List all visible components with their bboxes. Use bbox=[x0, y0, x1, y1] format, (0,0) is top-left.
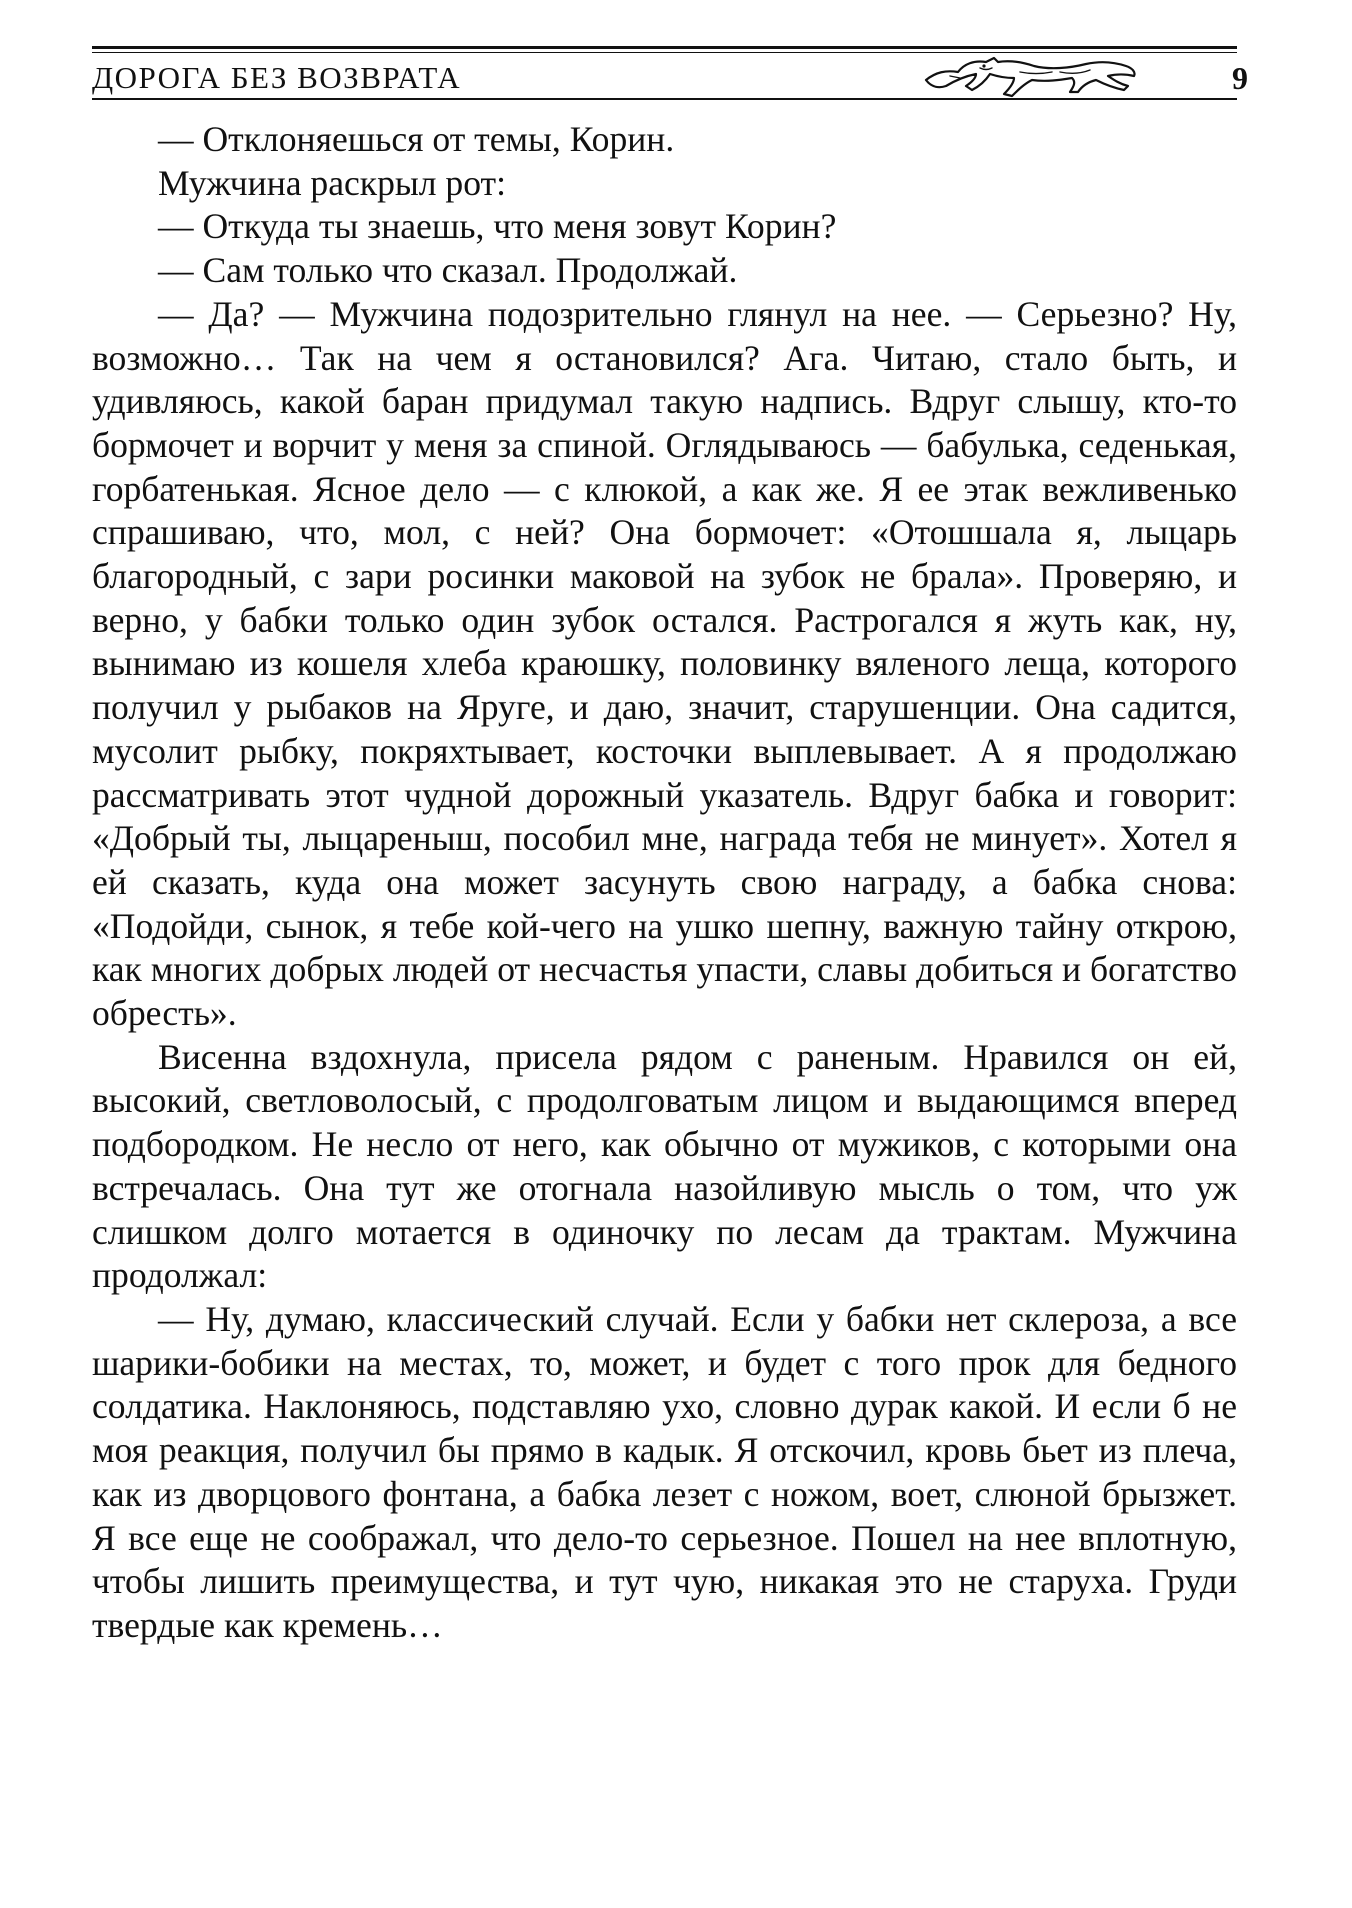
body-text bbox=[92, 118, 1237, 1648]
paragraph: — Отклоняешься от темы, Корин. bbox=[158, 119, 675, 159]
page-header bbox=[92, 46, 1248, 106]
page-number: 9 bbox=[1232, 60, 1248, 96]
header-rule-top bbox=[92, 46, 1237, 49]
wolf-icon bbox=[920, 50, 1142, 98]
header-rule-bottom bbox=[92, 98, 1237, 100]
running-title: ДОРОГА БЕЗ ВОЗВРАТА bbox=[92, 60, 462, 95]
paragraph: — Сам только что сказал. Продолжай. bbox=[158, 250, 738, 291]
paragraph: Висенна вздохнула, присела рядом с раненым. Нравился он ей, высокий, светловолосый, с продолговатым лицом и выдающимся вперед подбородком. Не несло от него, как обычно от мужиков, с которыми она встречалась. Она тут же отогнала назойливую мысль о том, что уж слишком долго мотается в одиночку по лесам да трактам. Мужчина продолжал: bbox=[92, 1036, 1237, 1296]
paragraph: — Откуда ты знаешь, что меня зовут Корин? bbox=[158, 206, 837, 247]
paragraph: — Ну, думаю, классический случай. Если у бабки нет склероза, а все шарики-бобики на местах, то, может, и будет с того прок для бедного солдатика. Наклоняюсь, подставляю ухо, словно дурак какой. И если б не моя реакция, получил бы прямо в кадык. Я отскочил, кровь бьет из плеча, как из дворцового фонтана, а бабка лезет с ножом, воет, слюной брызжет. Я все еще не соображал, что дело-то серьезное. Пошел на нее вплотную, чтобы лишить преимущества, и тут чую, никакая это не старуха. Груди твердые как кремень… bbox=[92, 1298, 1237, 1645]
paragraph: Мужчина раскрыл рот: bbox=[158, 162, 506, 203]
paragraph: — Да? — Мужчина подозрительно глянул на нее. — Серьезно? Ну, возможно… Так на чем я остановился? Ага. Читаю, стало быть, и удивляюсь, какой баран придумал такую надпись. Вдруг слышу, кто-то бормочет и ворчит у меня за спиной. Оглядываюсь — бабулька, седенькая, горбатенькая. Ясное дело — с клюкой, а как же. Я ее этак вежливенько спрашиваю, что, мол, с ней? Она бормочет: «Отошшала я, лыцарь благородный, с зари росинки маковой на зубок не брала». Проверяю, и верно, у бабки только один зубок остался. Растрогался я жуть как, ну, вынимаю из кошеля хлеба краюшку, половинку вяленого леща, которого получил у рыбаков на Яруге, и даю, значит, старушенции. Она садится, мусолит рыбку, покряхтывает, косточки выплевывает. А я продолжаю рассматривать этот чудной дорожный указатель. Вдруг бабка и говорит: «Добрый ты, лыцареныш, пособил мне, награда тебя не минует». Хотел я ей сказать, куда она может засунуть свою награду, а бабка снова: «Подойди, сынок, я тебе кой-чего на ушко шепну, важную тайну открою, как многих добрых людей от несчастья упасти, славы добиться и богатство обресть». bbox=[92, 293, 1237, 1034]
